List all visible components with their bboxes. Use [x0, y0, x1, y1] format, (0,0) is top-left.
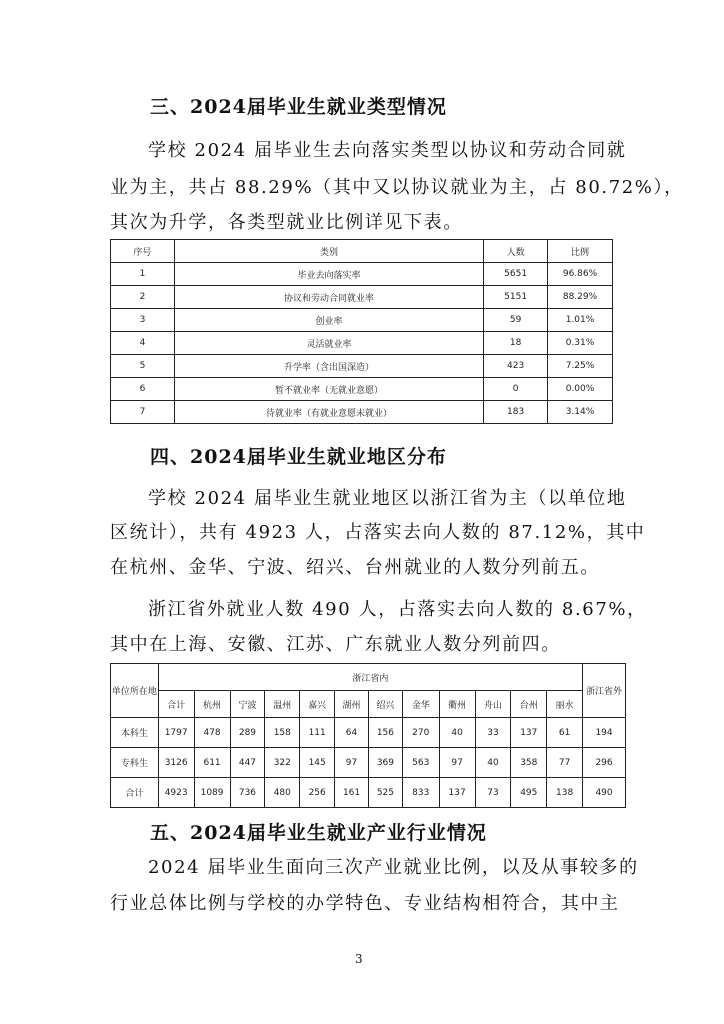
table1-cell: 4 — [111, 332, 175, 355]
region-value-cell: 611 — [194, 748, 230, 778]
table1-cell: 0.31% — [548, 332, 613, 355]
table-row — [111, 378, 613, 401]
region-value-cell: 256 — [300, 778, 335, 808]
region-value-cell: 358 — [511, 748, 547, 778]
region-value-cell: 480 — [265, 778, 300, 808]
sec4-paragraph-line-1: 学校 2024 届毕业生就业地区以浙江省为主（以单位地 — [148, 488, 627, 509]
table1-cell: 3 — [111, 309, 175, 332]
table-row — [111, 355, 613, 378]
sec4-paragraph-line-4: 浙江省外就业人数 490 人，占落实去向人数的 8.67%， — [148, 599, 647, 620]
table1-cell: 183 — [484, 401, 548, 424]
table1-cell: 3.14% — [548, 401, 613, 424]
region-value-cell: 1797 — [158, 718, 194, 748]
region-value-cell: 478 — [194, 718, 230, 748]
sec5-paragraph-line-2: 行业总体比例与学校的办学特色、专业结构相符合，其中主 — [110, 893, 620, 914]
region-value-cell: 4923 — [158, 778, 194, 808]
region-value-cell: 1089 — [194, 778, 230, 808]
region-value-cell: 145 — [300, 748, 335, 778]
section-4-heading: 四、2024届毕业生就业地区分布 — [150, 446, 447, 468]
outside-value-cell: 296 — [583, 748, 626, 778]
table-row — [111, 309, 613, 332]
region-column-header: 丽水 — [547, 691, 583, 718]
region-value-cell: 61 — [547, 718, 583, 748]
row-label: 专科生 — [111, 748, 159, 778]
region-value-cell: 33 — [475, 718, 511, 748]
group-header-zhejiang: 浙江省内 — [158, 664, 582, 691]
region-value-cell: 161 — [335, 778, 369, 808]
table1-cell: 6 — [111, 378, 175, 401]
region-value-cell: 369 — [368, 748, 402, 778]
outside-value-cell: 490 — [583, 778, 626, 808]
table1-cell: 0 — [484, 378, 548, 401]
region-column-header: 台州 — [511, 691, 547, 718]
table1-cell: 423 — [484, 355, 548, 378]
table1-cell: 5 — [111, 355, 175, 378]
region-column-header: 嘉兴 — [300, 691, 335, 718]
table1-cell: 5651 — [484, 263, 548, 286]
region-value-cell: 97 — [439, 748, 475, 778]
region-value-cell: 525 — [368, 778, 402, 808]
table1-cell: 毕业去向落实率 — [174, 263, 483, 286]
table1-header-cell: 序号 — [111, 240, 175, 263]
region-value-cell: 158 — [265, 718, 300, 748]
sec4-paragraph-line-2: 区统计），共有 4923 人，占落实去向人数的 87.12%，其中 — [110, 522, 646, 543]
region-column-header: 湖州 — [335, 691, 369, 718]
table1-cell: 1.01% — [548, 309, 613, 332]
table1-header-cell: 人数 — [484, 240, 548, 263]
table1-cell: 7 — [111, 401, 175, 424]
row-label: 合计 — [111, 778, 159, 808]
table-row — [111, 263, 613, 286]
outside-header: 浙江省外 — [583, 664, 626, 718]
region-value-cell: 137 — [439, 778, 475, 808]
table1-cell: 18 — [484, 332, 548, 355]
table-row — [111, 332, 613, 355]
region-value-cell: 736 — [230, 778, 265, 808]
region-column-header: 衢州 — [439, 691, 475, 718]
region-value-cell: 77 — [547, 748, 583, 778]
region-column-header: 金华 — [402, 691, 439, 718]
table1-cell: 96.86% — [548, 263, 613, 286]
table-row — [111, 286, 613, 309]
region-value-cell: 3126 — [158, 748, 194, 778]
region-value-cell: 833 — [402, 778, 439, 808]
sec3-paragraph-line-3: 其次为升学，各类型就业比例详见下表。 — [110, 212, 463, 233]
table-row — [111, 401, 613, 424]
region-value-cell: 156 — [368, 718, 402, 748]
table-row — [111, 778, 626, 808]
table1-cell: 0.00% — [548, 378, 613, 401]
table1-cell: 7.25% — [548, 355, 613, 378]
employment-region-table — [110, 663, 626, 808]
table1-cell: 协议和劳动合同就业率 — [174, 286, 483, 309]
region-value-cell: 270 — [402, 718, 439, 748]
region-value-cell: 563 — [402, 748, 439, 778]
table1-cell: 59 — [484, 309, 548, 332]
table1-cell: 灵活就业率 — [174, 332, 483, 355]
outside-value-cell: 194 — [583, 718, 626, 748]
region-value-cell: 289 — [230, 718, 265, 748]
table1-cell: 5151 — [484, 286, 548, 309]
region-value-cell: 73 — [475, 778, 511, 808]
table1-cell: 升学率（含出国深造） — [174, 355, 483, 378]
table1-cell: 2 — [111, 286, 175, 309]
region-value-cell: 111 — [300, 718, 335, 748]
region-column-header: 宁波 — [230, 691, 265, 718]
region-column-header: 合计 — [158, 691, 194, 718]
region-value-cell: 64 — [335, 718, 369, 748]
region-value-cell: 138 — [547, 778, 583, 808]
sec4-paragraph-line-5: 其中在上海、安徽、江苏、广东就业人数分列前四。 — [110, 634, 561, 655]
table1-header-cell: 比例 — [548, 240, 613, 263]
row-label: 本科生 — [111, 718, 159, 748]
sec5-paragraph-line-1: 2024 届毕业生面向三次产业就业比例，以及从事较多的 — [148, 857, 639, 878]
region-value-cell: 137 — [511, 718, 547, 748]
region-value-cell: 97 — [335, 748, 369, 778]
region-value-cell: 40 — [475, 748, 511, 778]
page-number: 3 — [355, 952, 363, 966]
table1-cell: 1 — [111, 263, 175, 286]
corner-header: 单位所在地 — [111, 664, 159, 718]
table1-header-cell: 类别 — [174, 240, 483, 263]
table-row — [111, 718, 626, 748]
region-column-header: 绍兴 — [368, 691, 402, 718]
region-value-cell: 495 — [511, 778, 547, 808]
region-value-cell: 447 — [230, 748, 265, 778]
region-column-header: 杭州 — [194, 691, 230, 718]
employment-type-table — [110, 239, 613, 424]
region-value-cell: 40 — [439, 718, 475, 748]
sec3-paragraph-line-1: 学校 2024 届毕业生去向落实类型以协议和劳动合同就 — [148, 140, 627, 161]
table1-cell: 待就业率（有就业意愿未就业） — [174, 401, 483, 424]
region-value-cell: 322 — [265, 748, 300, 778]
section-3-heading: 三、2024届毕业生就业类型情况 — [150, 96, 447, 118]
table1-cell: 88.29% — [548, 286, 613, 309]
table1-cell: 创业率 — [174, 309, 483, 332]
section-5-heading: 五、2024届毕业生就业产业行业情况 — [150, 822, 487, 844]
region-column-header: 温州 — [265, 691, 300, 718]
sec3-paragraph-line-2: 业为主，共占 88.29%（其中又以协议就业为主，占 80.72%）， — [110, 177, 684, 198]
region-column-header: 舟山 — [475, 691, 511, 718]
table1-cell: 暂不就业率（无就业意愿） — [174, 378, 483, 401]
sec4-paragraph-line-3: 在杭州、金华、宁波、绍兴、台州就业的人数分列前五。 — [110, 557, 600, 578]
table-row — [111, 748, 626, 778]
